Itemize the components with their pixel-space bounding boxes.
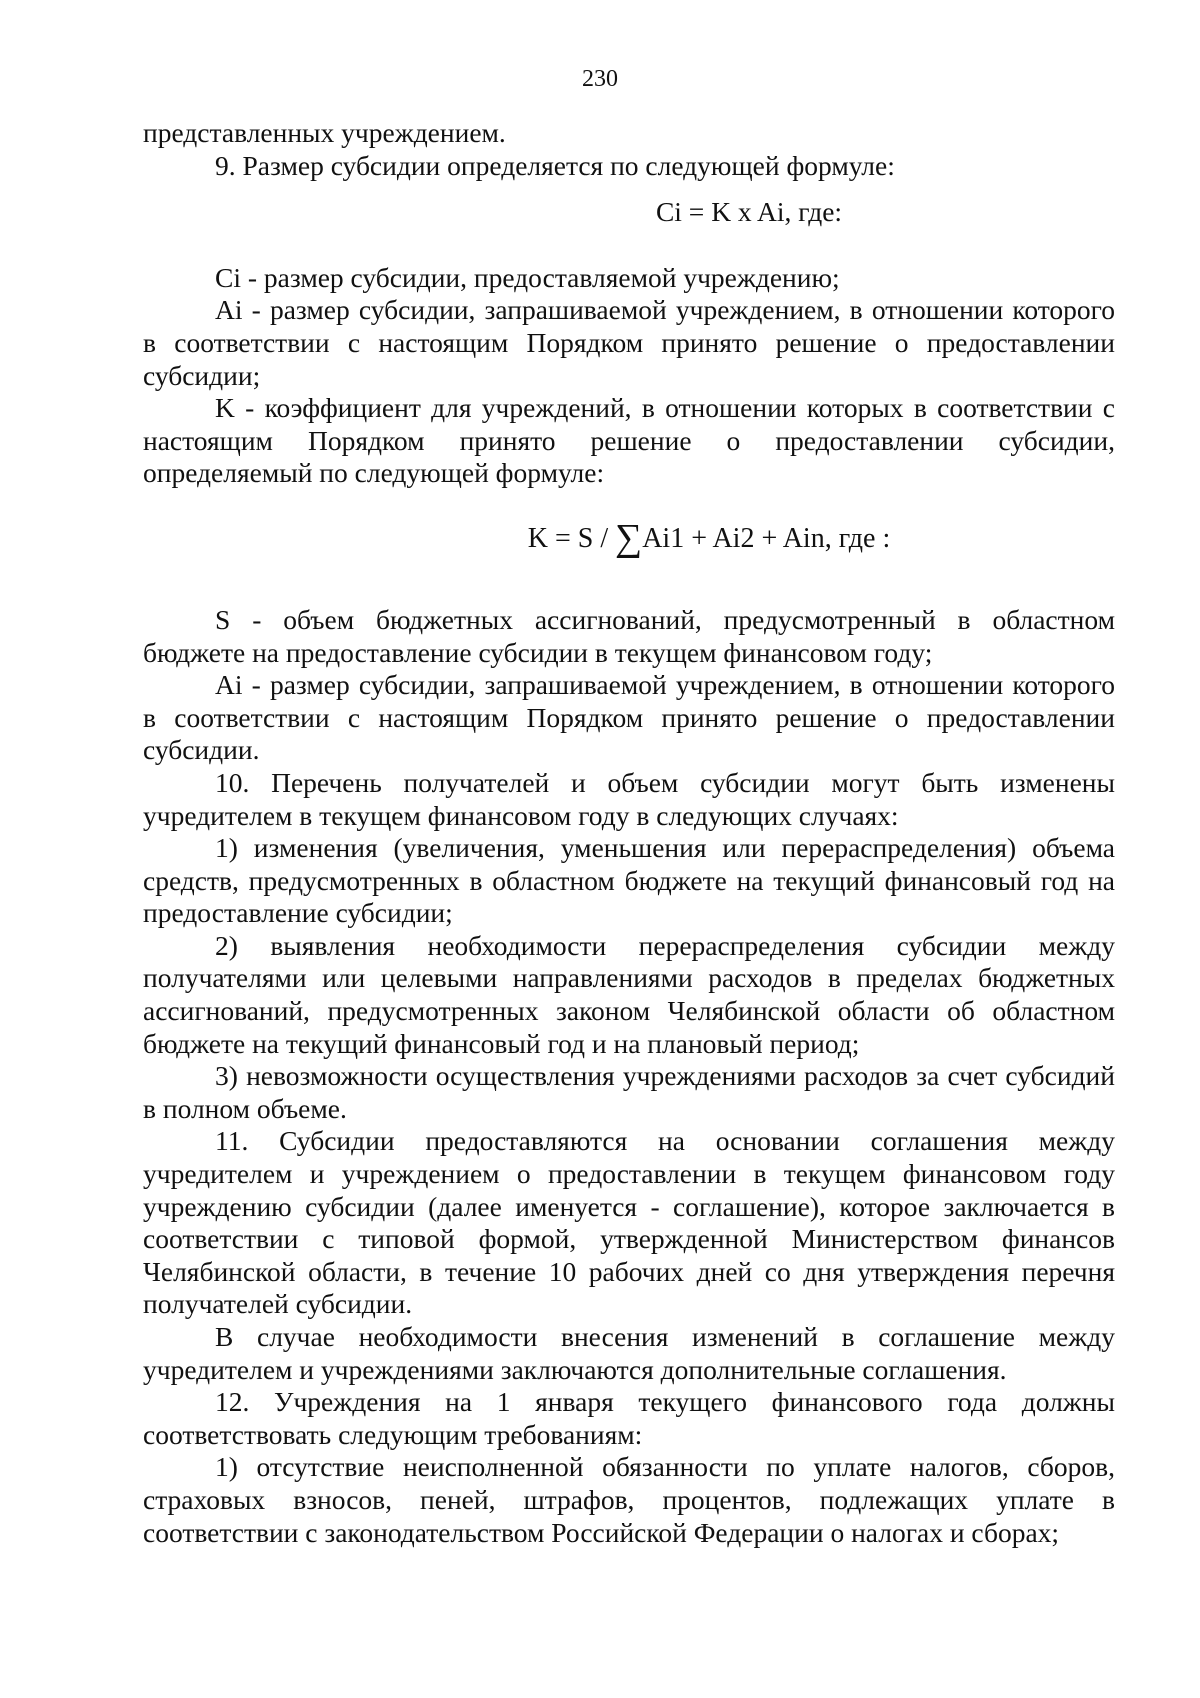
paragraph: 2) выявления необходимости перераспределения субсидии между получателями или целевыми направлениями расходов в пределах бюджетных ассигнований, предусмотренных законом Челябинской области об областном бюджете на текущий финансовый год и на плановый период; [143, 929, 1115, 1059]
paragraph: 10. Перечень получателей и объем субсидии могут быть изменены учредителем в текущем финансовом году в следующих случаях: [143, 766, 1115, 831]
paragraph: 9. Размер субсидии определяется по следующей формуле: [215, 149, 895, 181]
paragraph: S - объем бюджетных ассигнований, предусмотренный в областном бюджете на предоставление субсидии в текущем финансовом году; [143, 603, 1115, 668]
paragraph: K - коэффициент для учреждений, в отношении которых в соответствии с настоящим Порядком принято решение о предоставлении субсидии, определяемый по следующей формуле: [143, 392, 1115, 489]
page-number: 230 [582, 66, 618, 92]
document-body [143, 117, 1115, 1549]
paragraph: Ci - размер субсидии, предоставляемой учреждению; [215, 261, 840, 293]
formula-k-left: K = S / [527, 522, 609, 554]
paragraph: В случае необходимости внесения изменений в соглашение между учредителем и учреждениями заключаются дополнительные соглашения. [143, 1321, 1115, 1385]
paragraph: Ai - размер субсидии, запрашиваемой учреждением, в отношении которого в соответствии с настоящим Порядком принято решение о предоставлении субсидии; [143, 294, 1115, 391]
paragraph: 1) изменения (увеличения, уменьшения или перераспределения) объема средств, предусмотренных в областном бюджете на текущий финансовый год на предоставление субсидии; [143, 832, 1115, 929]
paragraph: 11. Субсидии предоставляются на основании соглашения между учредителем и учреждением о предоставлении в текущем финансовом году учреждению субсидии (далее именуется - соглашение), которое заключается в соответствии с типовой формой, утвержденной Министерством финансов Челябинской области, в течение 10 рабочих дней со дня утверждения перечня получателей субсидии. [143, 1125, 1115, 1320]
paragraph: представленных учреждением. [143, 117, 506, 148]
paragraph: 12. Учреждения на 1 января текущего финансового года должны соответствовать следующим требованиям: [143, 1386, 1115, 1450]
formula-ci: Ci = K x Ai, где: [655, 196, 843, 228]
sum-sign: ∑ [615, 516, 643, 559]
formula-k-right: Ai1 + Ai2 + Ain, где : [642, 522, 891, 554]
formula-k [143, 508, 1115, 568]
paragraph: 3) невозможности осуществления учреждениями расходов за счет субсидий в полном объеме. [143, 1060, 1115, 1124]
paragraph: Ai - размер субсидии, запрашиваемой учреждением, в отношении которого в соответствии с настоящим Порядком принято решение о предоставлении субсидии. [143, 669, 1115, 766]
paragraph: 1) отсутствие неисполненной обязанности по уплате налогов, сборов, страховых взносов, пеней, штрафов, процентов, подлежащих уплате в соответствии с законодательством Российской Федерации о налогах и сборах; [143, 1451, 1115, 1548]
